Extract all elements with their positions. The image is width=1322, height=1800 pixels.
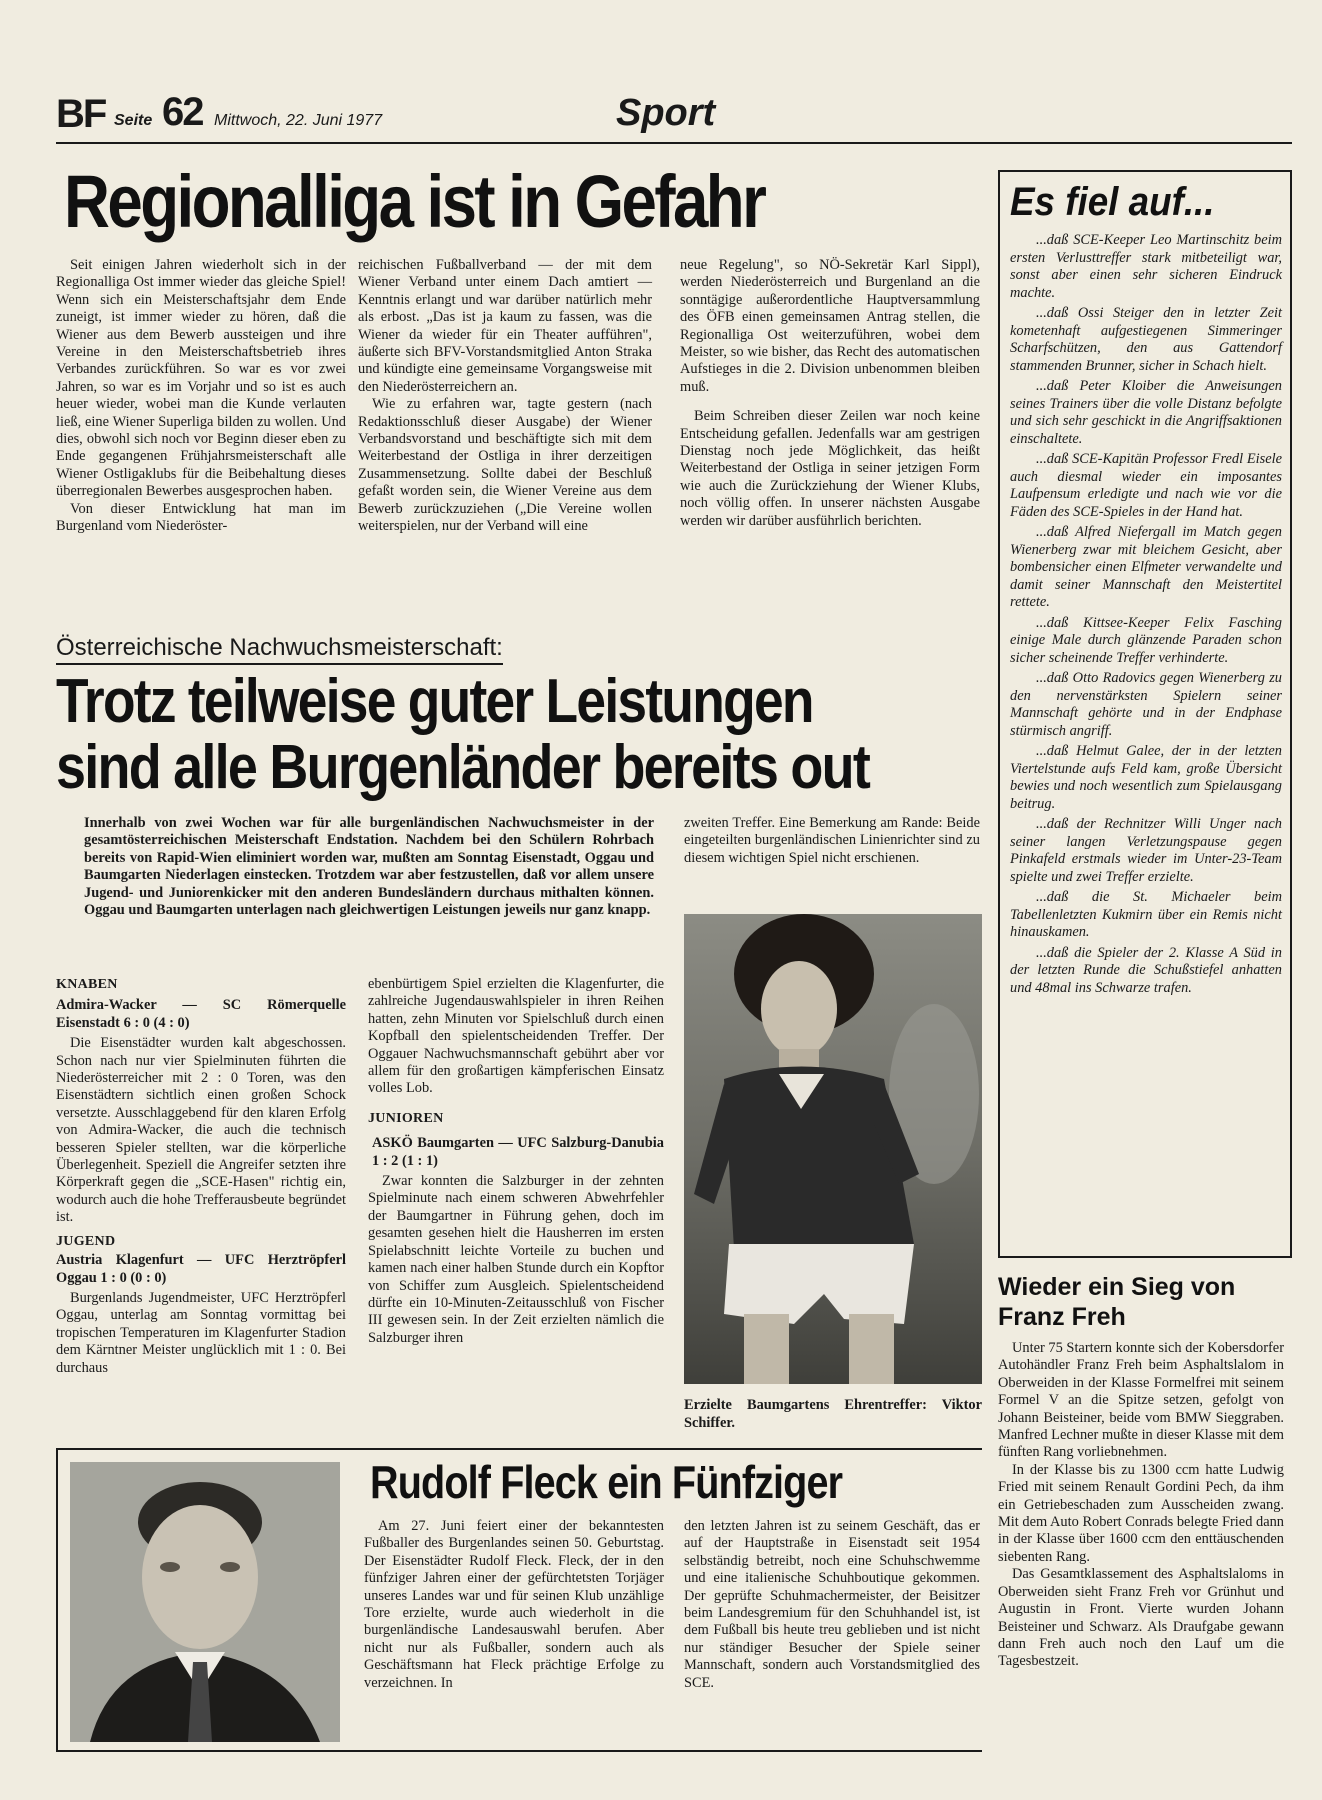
article4-col1 — [364, 1518, 664, 1692]
article2-headline-line1: Trotz teilweise guter Leistungen — [56, 667, 813, 736]
junioren-label: JUNIOREN — [368, 1110, 444, 1126]
junioren-match: ASKÖ Baumgarten — UFC Salzburg-Danubia 1 : 2 (1 : 1) — [372, 1135, 664, 1169]
sidebar-title: Es fiel auf... — [1010, 180, 1215, 224]
junioren-text: Zwar konnten die Salzburger in der zehnten Spielminute nach einem schweren Abwehrfehler der Baumgartner in Führung gehen, doch im gesamten gesehen hielt die Hausherren im ersten Spielabschnitt leichte Vorteile zu buchen und kamen nach einer halben Stunde durch ein Kopftor von Schiffer zum Ausgleich. Spielentscheidend dürfte ein 10-Minuten-Zeitausschluß von Fischer III gewesen sein. In der Zeit erzielten nämlich die Salzburger ihren — [368, 1173, 664, 1346]
article2-headline-line2: sind alle Burgenländer bereits out — [56, 733, 870, 802]
sidebar-note: ...daß Ossi Steiger den in letzter Zeit kometenhaft aufgestiegenen Simmeringer Scharfschützen, den aus Gattendorf stammenden Brunner, sicher in Schach hielt. — [1010, 305, 1282, 374]
article2-kicker: Österreichische Nachwuchsmeisterschaft: — [56, 634, 503, 665]
sidebar-box — [998, 170, 1292, 1258]
jugend-match: Austria Klagenfurt — UFC Herztröpferl Oggau 1 : 0 (0 : 0) — [56, 1252, 346, 1286]
article2-lead-text: Innerhalb von zwei Wochen war für alle burgenländischen Nachwuchsmeister in der gesamtösterreichischen Meisterschaft Endstation. Nachdem bei den Schülern Rohrbach bereits von Rapid-Wien eliminiert worden war, mußten am Sonntag Eisenstadt, Oggau und Baumgarten Niederlagen einstecken. Trotzdem war aber festzustellen, daß vor allem unsere Jugend- und Juniorenkicker mit den anderen Bundesländern durchaus mithalten können. Oggau und Baumgarten unterlagen nach gleichwertigen Leistungen jeweils nur ganz knapp. — [84, 815, 654, 919]
knaben-match: Admira-Wacker — SC Römerquelle Eisenstadt 6 : 0 (4 : 0) — [56, 997, 346, 1031]
article1-col2 — [358, 257, 652, 536]
sidebar-note: ...daß die Spieler der 2. Klasse A Süd in der letzten Runde die Schußstiefel anhatten und 48mal ins Schwarze trafen. — [1010, 944, 1282, 996]
article2-lead — [84, 815, 654, 919]
article1-col1 — [56, 257, 346, 536]
article1-col1-p1: Seit einigen Jahren wiederholt sich in der Regionalliga Ost immer wieder das gleiche Spiel! Wenn sich ein Meisterschaftsjahr dem Ende zuneigt, ist immer wieder zu hören, daß die Wiener aus dem Bewerb aussteigen und ihre Vereine in den Meisterschaftsbetrieb ihres Verbandes zurückführen. So war es vor zwei Jahren, so war es im Vorjahr und so ist es auch heuer wieder, wobei man die Kunde verlauten ließ, eine Wiener Superliga bilden zu wollen. Und dies, obwohl sich noch vor Beginn dieser eben zu Ende gegangenen Frühjahrsmeisterschaft alle Wiener Ostligaklubs für die Beibehaltung dieses überregionalen Bewerbes ausgesprochen haben. — [56, 257, 346, 500]
article1-col3-p2: Beim Schreiben dieser Zeilen war noch keine Entscheidung gefallen. Jedenfalls war am gestrigen Dienstag noch jede Möglichkeit, das heißt Weiterbestand der Ostliga in seiner jetzigen Form wie auch die Zurückziehung der Wiener Klubs, noch völlig offen. In unserer nächsten Ausgabe werden wir darüber ausführlich berichten. — [680, 408, 980, 529]
masthead-page-number: 62 — [162, 90, 203, 134]
player-photo — [684, 914, 982, 1384]
player-photo-image — [684, 914, 982, 1384]
article2-lead-right — [684, 815, 980, 867]
article1-col2-p1: reichischen Fußballverband — der mit dem Wiener Verband unter einem Dach amtiert — Kenntnis erlangt und war darüber natürlich mehr als erbost. „Das ist ja kaum zu fassen, was die Wiener da wieder für ein Theater aufführen", äußerte sich BFV-Vorstandsmitglied Anton Straka und kündigte eine gemeinsame Vorgangsweise mit den Niederösterreichern an. — [358, 257, 652, 395]
sidebar-notes — [1010, 232, 1282, 1000]
article3-p1: Unter 75 Startern konnte sich der Kobersdorfer Autohändler Franz Freh beim Asphaltslalom in Oberweiden in der Klasse Formelfrei mit seinem Formel V an die Spitze setzen, gefolgt von Johann Beisteiner, beide vom BMW Sieggraben. Manfred Lechner mußte in dieser Klasse mit dem fünften Rang vorliebnehmen. — [998, 1340, 1284, 1461]
article3-headline-line1: Wieder ein Sieg von — [998, 1273, 1236, 1301]
article1-col1-p2: Von dieser Entwicklung hat man im Burgenland vom Niederöster- — [56, 500, 346, 535]
masthead — [56, 92, 1296, 140]
sidebar-note: ...daß SCE-Kapitän Professor Fredl Eisele auch diesmal wieder ein imposantes Laufpensum erledigte und nach wie vor die Fäden des SCE-Spieles in der Hand hat. — [1010, 451, 1282, 520]
article2-col2 — [368, 976, 664, 1347]
article1-col3 — [680, 257, 980, 530]
knaben-label: KNABEN — [56, 977, 118, 992]
article4-col1-text: Am 27. Juni feiert einer der bekanntesten Fußballer des Burgenlandes seinen 50. Geburtstag. Der Eisenstädter Rudolf Fleck. Fleck, der in den fünfziger Jahren einer der gefürchtetsten Torjäger unseres Landes war und für seinen Klub unzählige Tore erzielte, wurde auch wiederholt in die burgenländische Landesauswahl berufen. Aber nicht nur als Fußballer, sondern auch als Geschäftsmann hat Fleck prächtige Erfolge zu verzeichnen. In — [364, 1518, 664, 1691]
sidebar-note: ...daß Kittsee-Keeper Felix Fasching einige Male durch glänzende Paraden schon sicher scheinende Treffer verhinderte. — [1010, 614, 1282, 666]
sidebar-note: ...daß die St. Michaeler beim Tabellenletzten Kukmirn über ein Remis nicht hinauskamen. — [1010, 889, 1282, 940]
masthead-date: Mittwoch, 22. Juni 1977 — [214, 112, 383, 129]
article4-col2 — [684, 1518, 980, 1692]
masthead-rule — [56, 142, 1292, 144]
sidebar-note: ...daß SCE-Keeper Leo Martinschitz beim ersten Verlusttreffer stark mitbeteiligt war, sonst aber einen sehr sicheren Eindruck machte. — [1010, 232, 1282, 301]
article4-headline: Rudolf Fleck ein Fünfziger — [370, 1456, 843, 1508]
fleck-photo — [70, 1462, 340, 1742]
masthead-section: Sport — [616, 92, 716, 134]
sidebar-note: ...daß Alfred Niefergall im Match gegen Wienerberg zwar mit bleichem Gesicht, aber bombensicher einen Elfmeter verwandelte und damit seiner Mannschaft den Meistertitel rettete. — [1010, 524, 1282, 610]
sidebar-note: ...daß Helmut Galee, der in der letzten Viertelstunde aufs Feld kam, große Übersicht bewies und noch wesentlich zum Spielausgang beitrug. — [1010, 743, 1282, 812]
masthead-seite-label: Seite — [114, 112, 153, 129]
article1-col3-p1: neue Regelung", so NÖ-Sekretär Karl Sippl), werden Niederösterreich und Burgenland an die sonntägige außerordentliche Hauptversammlung des ÖFB einen gemeinsamen Antrag stellen, die Regionalliga Ost weiterzuführen, wobei dem Meister, so wie bisher, das Recht des automatischen Aufstieges in die 2. Division unbenommen bleiben muß. — [680, 257, 980, 395]
article3-body — [998, 1340, 1284, 1671]
sidebar-note: ...daß Peter Kloiber die Anweisungen seines Trainers über die volle Distanz befolgte und sich sehr geschickt in die Angriffsaktionen einschaltete. — [1010, 378, 1282, 447]
masthead-logo: BF — [56, 92, 106, 136]
article2-col1 — [56, 976, 346, 1377]
fleck-photo-image — [70, 1462, 340, 1742]
article1-headline: Regionalliga ist in Gefahr — [64, 160, 765, 243]
sidebar-note: ...daß Otto Radovics gegen Wienerberg zu den nervenstärksten Spielern seiner Mannschaft gehörte und in der Endphase stürmisch angriff. — [1010, 670, 1282, 739]
article1-col2-p2: Wie zu erfahren war, tagte gestern (nach Redaktionsschluß dieser Ausgabe) der Wiener Verbandsvorstand und beschäftigte sich mit dem Weiterbestand der Ostliga in ihrer derzeitigen Zusammensetzung. Sollte dabei der Beschluß gefaßt worden sein, die Wiener Vereine aus dem Bewerb zurückzuziehen („Die Vereine wollen weiterspielen, nur der Verband will eine — [358, 396, 652, 535]
sidebar-note: ...daß der Rechnitzer Willi Unger nach seiner langen Verletzungspause gegen Pinkafeld erstmals wieder im Unter-23-Team spielte und zwei Treffer erzielte. — [1010, 816, 1282, 885]
article3-headline-line2: Franz Freh — [998, 1303, 1126, 1331]
article4-col2-text: den letzten Jahren ist zu seinem Geschäft, das er auf der Hauptstraße in Eisenstadt seit 1954 selbständig betreibt, noch eine Schuhschwemme und eine italienische Schuhboutique gekommen. Der geprüfte Schuhmachermeister, der Beisitzer beim Landesgremium für den Schuhhandel ist, ist dem Fußball bis heute treu geblieben und ist nicht nur ständiger Besucher der Spiele seiner Mannschaft, sondern auch Vorstandsmitglied des SCE. — [684, 1518, 980, 1691]
article3-p3: Das Gesamtklassement des Asphaltslaloms in Oberweiden sieht Franz Freh vor Grünhut und Augustin in Front. Vierte wurden Johann Beisteiner und Schwarz. Als Draufgabe gewann dann Freh auch noch den Lauf um die Tagesbestzeit. — [998, 1566, 1284, 1670]
knaben-text: Die Eisenstädter wurden kalt abgeschossen. Schon nach nur vier Spielminuten führten die Niederösterreicher mit 2 : 0 Toren, was den Eisenstädtern sichtlich einen großen Schock versetzte. Ausschlaggebend für den klaren Erfolg von Admira-Wacker, die auch die technisch besseren Spieler stellten, war die körperliche Überlegenheit. Speziell die Angreifer setzten ihre Körperkraft gegen die „SCE-Hasen" richtig ein, wodurch auch die hohe Trefferausbeute begründet ist. — [56, 1035, 346, 1226]
mid-text: ebenbürtigem Spiel erzielten die Klagenfurter, die zahlreiche Jugendauswahlspieler in ihren Reihen hatten, zehn Minuten vor Spielschluß durch einen Kopfball den spielentscheidenden Treffer. Der Oggauer Nachwuchsmannschaft gebührt aber vor allem für den großartigen kämpferischen Einsatz volles Lob. — [368, 976, 664, 1097]
article2-lead-right-text: zweiten Treffer. Eine Bemerkung am Rande: Beide eingeteilten burgenländischen Linienrichter sind zu diesem wichtigen Spiel nicht erschienen. — [684, 815, 980, 866]
jugend-label: JUGEND — [56, 1233, 116, 1249]
jugend-text: Burgenlands Jugendmeister, UFC Herztröpferl Oggau, unterlag am Sonntag vormittag bei tropischen Temperaturen im Klagenfurter Stadion dem Kärntner Meister unglücklich mit 1 : 0. Bei durchaus — [56, 1289, 346, 1376]
article3-p2: In der Klasse bis zu 1300 ccm hatte Ludwig Fried mit seinem Renault Gordini Pech, da ihm ein Getriebeschaden zum Ausscheiden zwang. Mit dem Auto Robert Conrads belegte Fried dann in der Klasse über 1600 ccm den enttäuschenden siebenten Rang. — [998, 1461, 1284, 1565]
photo-caption: Erzielte Baumgartens Ehrentreffer: Viktor Schiffer. — [684, 1397, 982, 1431]
